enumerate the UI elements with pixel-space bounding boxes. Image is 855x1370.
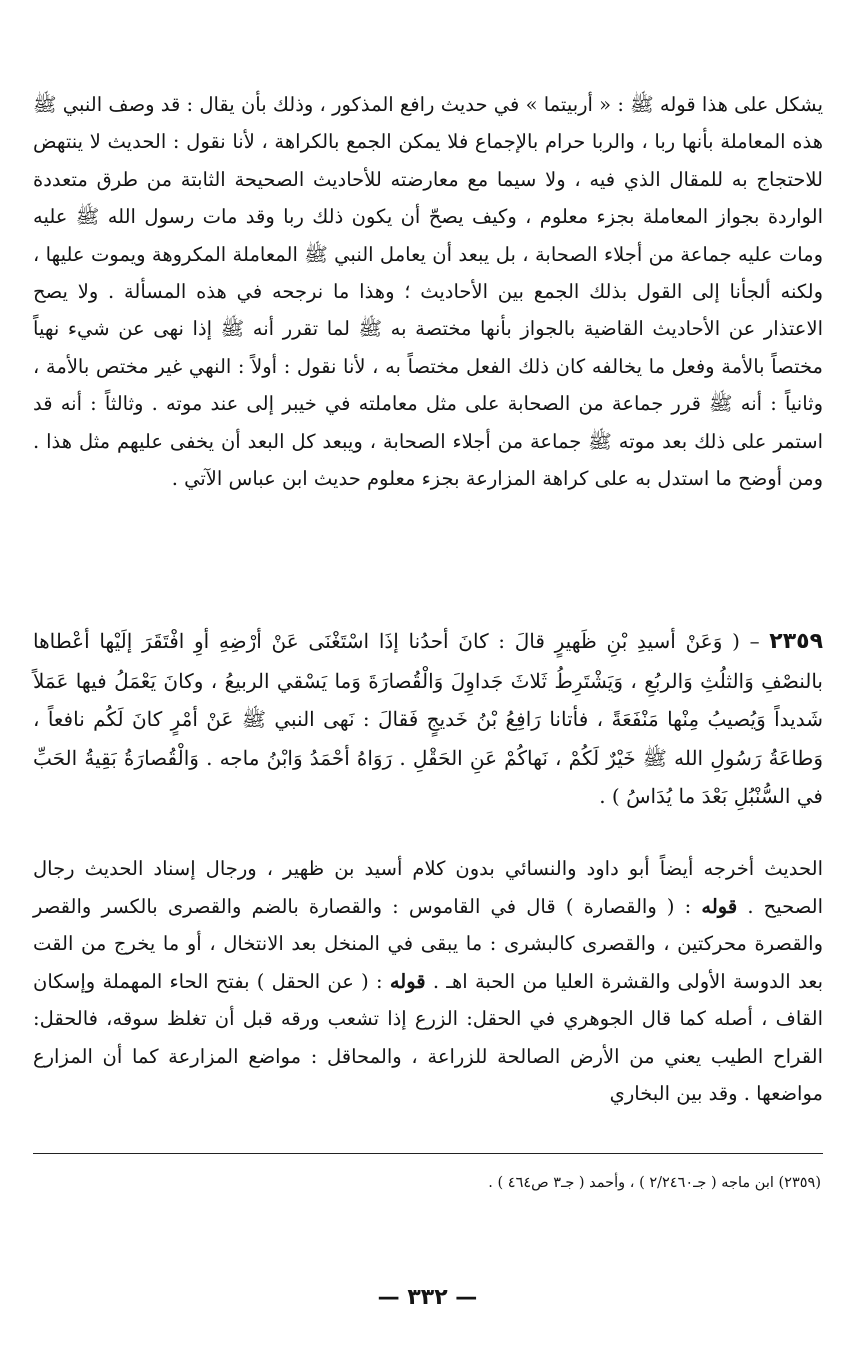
keyword-qawluhu-2: قوله <box>389 969 426 993</box>
commentary-bottom-part1: الحديث أخرجه أيضاً أبو داود والنسائي بدون كلام أسيد بن ظهير ، ورجال إسناد الحديث رجال الصحيح . <box>33 857 824 918</box>
commentary-paragraph-bottom <box>33 850 823 1113</box>
page-number-text: — ٣٣٢ — <box>377 1285 478 1310</box>
commentary-bottom-part3: : ( عن الحقل ) بفتح الحاء المهملة وإسكان القاف ، أصله كما قال الجوهري في الحقل: الزرع إذا تشعب ورقه قبل أن تغلظ سوقه، فالحقل: القراح الطيب يعني من الأرض الصالحة للزراعة ، والمحاقل : مواضع المزارعة كما أن المزارع مواضعها . وقد بين البخاري <box>33 969 823 1105</box>
keyword-qawluhu-1: قوله <box>701 894 738 918</box>
commentary-top-text: يشكل على هذا قوله ﷺ : « أربيتما » في حديث رافع المذكور ، وذلك بأن يقال : قد وصف النبي ﷺ هذه المعاملة بأنها ربا ، والربا حرام بالإجماع فلا يمكن الجمع بالكراهة ، لأنا نقول : الحديث لا ينتهض للاحتجاج به للمقال الذي فيه ، ولا سيما مع معارضته للأحاديث الصحيحة الثابتة من طرق متعددة الواردة بجواز المعاملة بجزء معلوم ، وكيف يصحّ أن يكون ذلك ربا وقد مات رسول الله ﷺ عليه ومات عليه جماعة من أجلاء الصحابة ، بل يبعد أن يعامل النبي ﷺ المعاملة المكروهة ويموت عليها ، ولكنه ألجأنا إلى القول بذلك الجمع بين الأحاديث ؛ وهذا ما نرجحه في هذه المسألة . ولا يصح الاعتذار عن الأحاديث القاضية بالجواز بأنها مختصة به ﷺ لما تقرر أنه ﷺ إذا نهى عن شيء نهياً مختصاً بالأمة وفعل ما يخالفه كان ذلك الفعل مختصاً به ، لأنا نقول : أولاً : النهي غير مختص بالأمة ، وثانياً : أنه ﷺ قرر جماعة من الصحابة على مثل معاملته في خيبر إلى عند موته . وثالثاً : أنه قد استمر على ذلك بعد موته ﷺ جماعة من أجلاء الصحابة ، ويبعد كل البعد أن يخفى عليهم مثل هذا . ومن أوضح ما استدل به على كراهة المزارعة بجزء معلوم حديث ابن عباس الآتي . <box>33 93 823 491</box>
footnote-divider <box>33 1153 823 1154</box>
footnote <box>41 1172 821 1194</box>
commentary-bottom-part2: : ( والقصارة ) قال في القاموس : والقصارة بالضم والقصرى بالكسر والقصر والقصرة محركتين ، والقصرى كالبشرى : ما يبقى في المنخل بعد الانتخال ، أو ما يخرج من القت بعد الدوسة الأولى والقشرة العليا من الحبة اهـ . <box>33 894 824 993</box>
hadith-dash: – <box>749 629 760 653</box>
page-number <box>0 1285 855 1310</box>
footnote-text: (٢٣٥٩) ابن ماجه ( جـ٢/٢٤٦٠ ) ، وأحمد ( جـ٣ ص٤٦٤ ) . <box>488 1175 821 1191</box>
hadith-text: ( وَعَنْ أسيدِ بْنِ ظَهيرٍ قالَ : كانَ أحدُنا إذَا اسْتَغْنَى عَنْ أرْضِهِ أوِ افْتَقَرَ إلَيْها أعْطاها بالنصْفِ وَالثلُثِ وَالربُعِ ، وَيَشْتَرِطُ ثَلاثَ جَداوِلَ وَالْقُصارَةَ وَما يَسْقي الربيعُ ، وكانَ يَعْمَلُ فيها عَمَلاً شَديداً وَيُصيبُ مِنْها مَنْفَعَةً ، فأتانا رَافِعُ بْنُ خَديجٍ فَقالَ : نَهى النبي ﷺ عَنْ أمْرٍ كانَ لَكُم نافعاً ، وَطاعَةُ رَسُولِ الله ﷺ خَيْرٌ لَكُمْ ، نَهاكُمْ عَنِ الحَقْلِ . رَوَاهُ أحْمَدُ وَابْنُ ماجه . وَالْقُصارَةُ بَقِيةُ الحَبِّ في السُّنْبُلِ بَعْدَ ما يُدَاسُ ) . <box>33 629 823 808</box>
commentary-paragraph-top <box>33 86 823 497</box>
hadith-number: ٢٣٥٩ <box>769 629 824 654</box>
hadith-paragraph <box>33 622 823 816</box>
